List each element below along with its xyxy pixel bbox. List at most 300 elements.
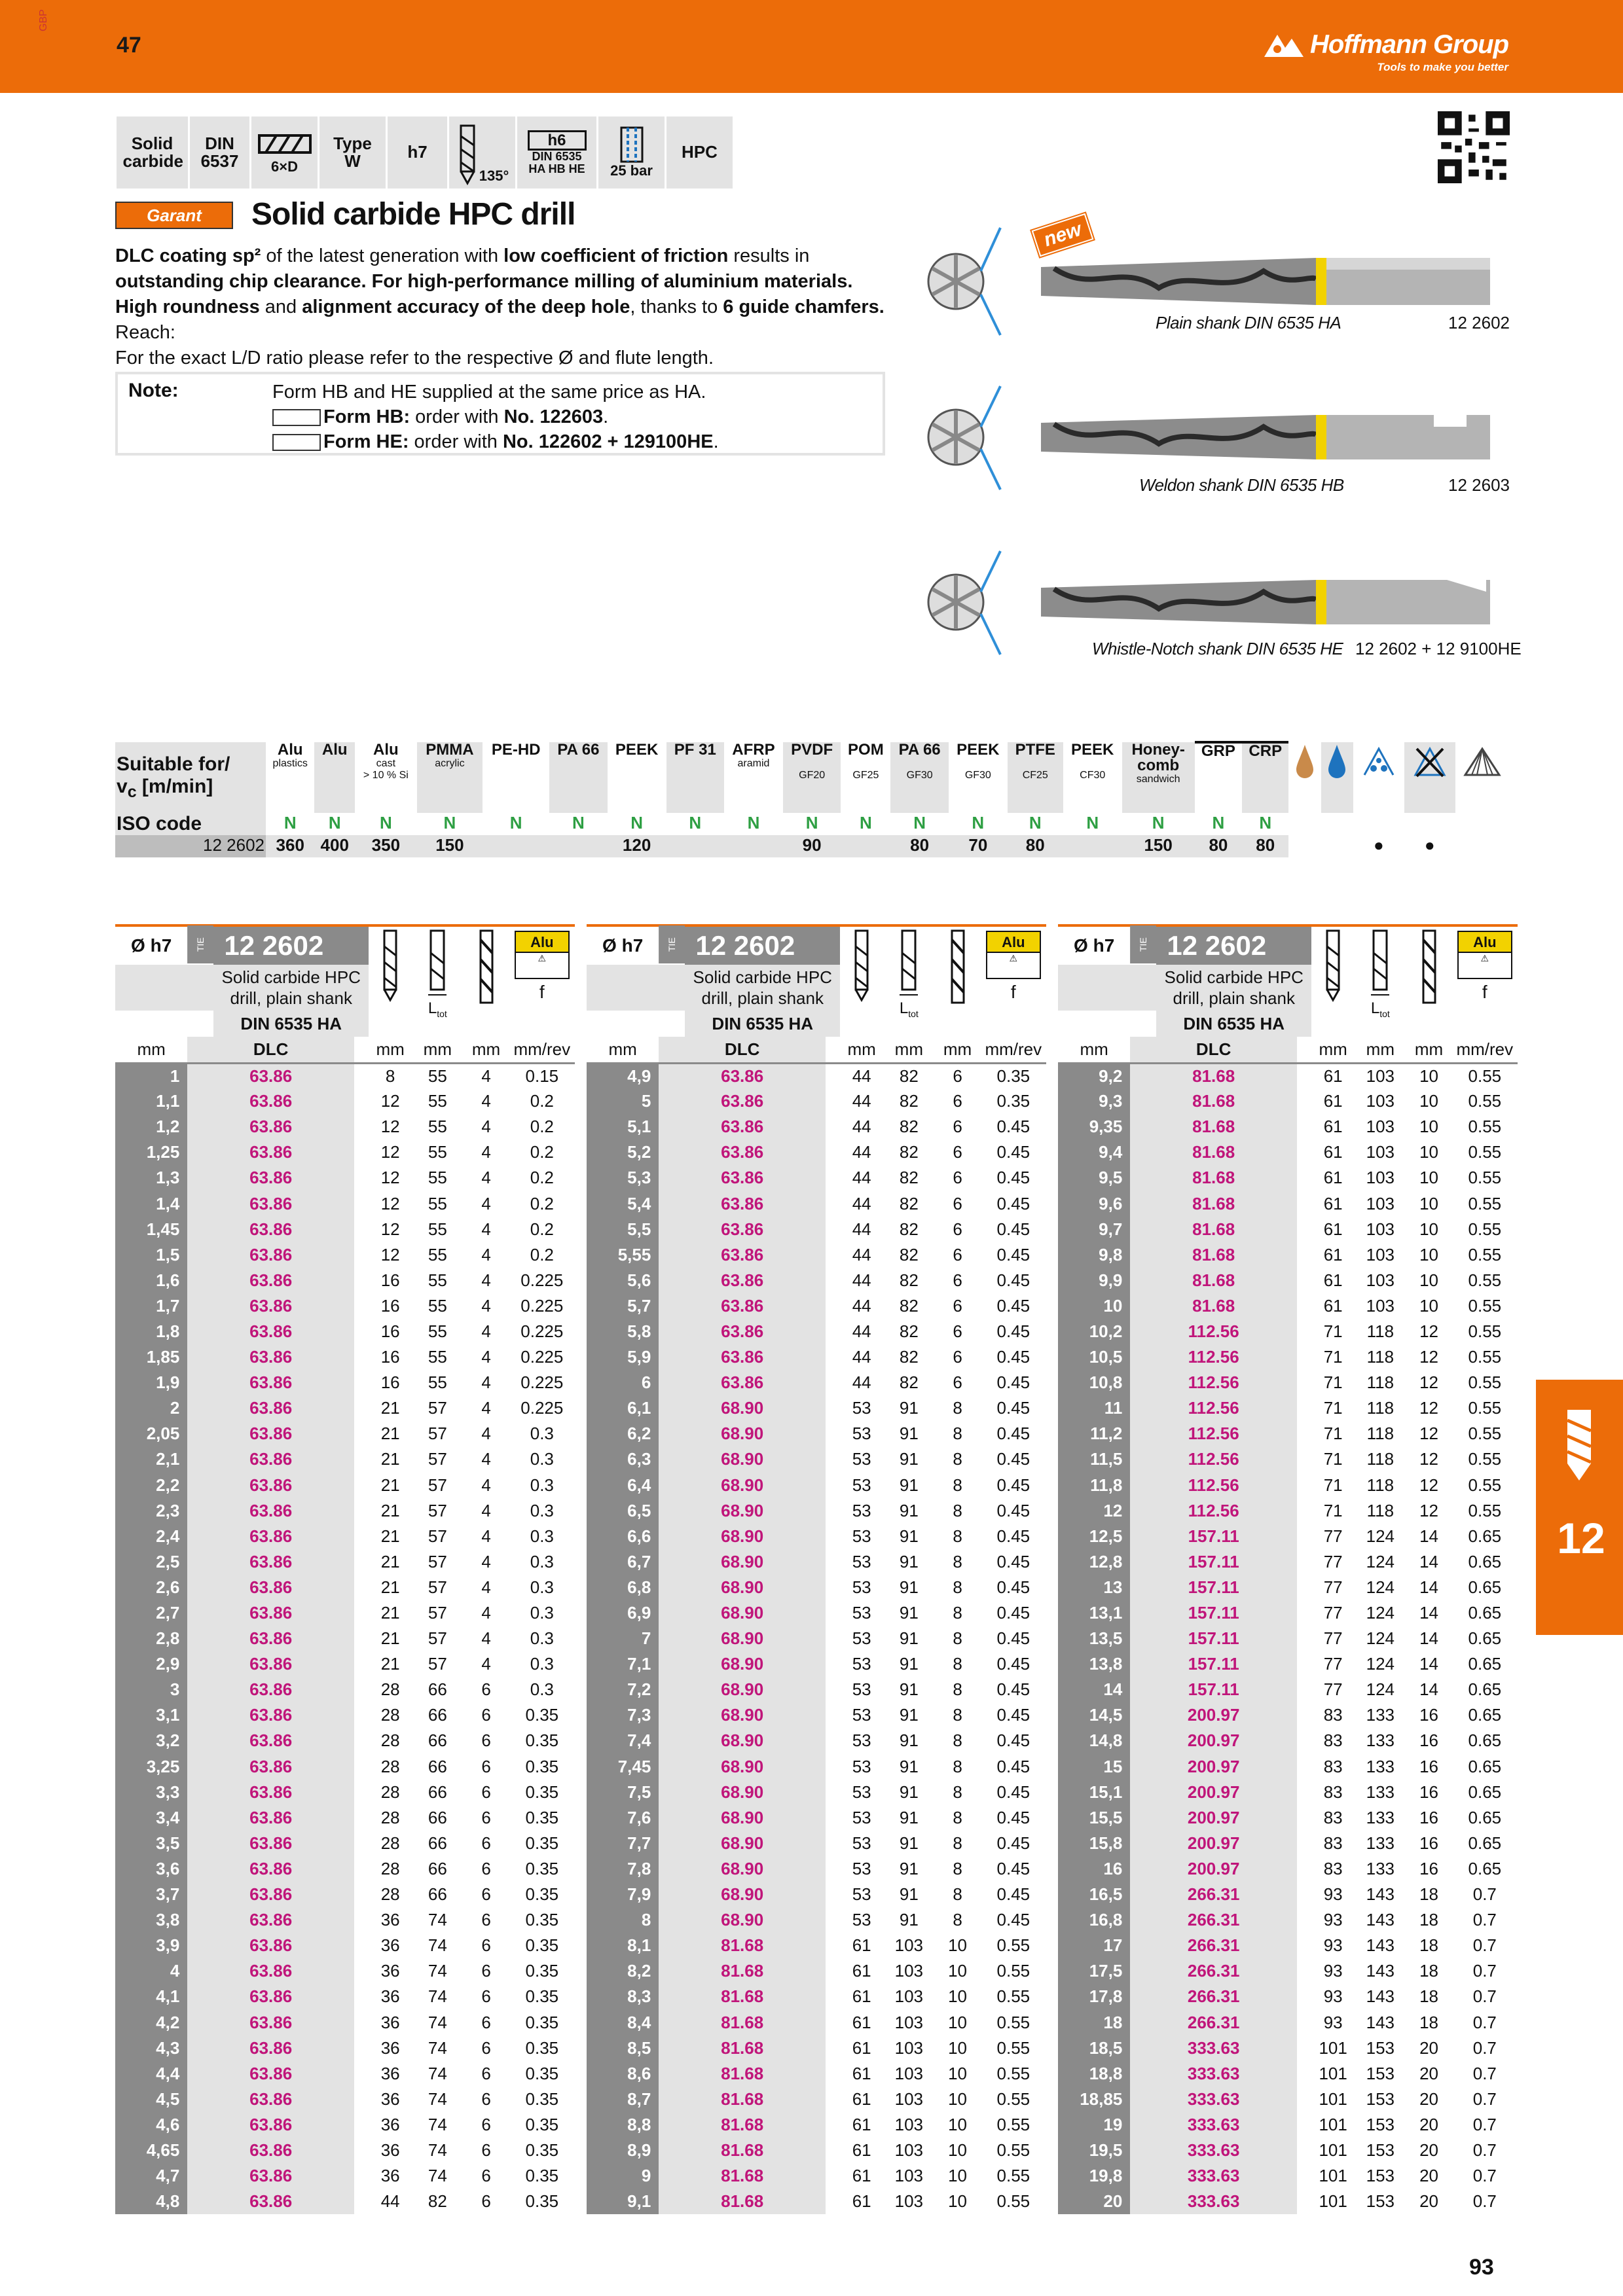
symbol-coolant: 25 bar [598,117,666,188]
table-row[interactable] [115,1319,575,1344]
table-row[interactable] [587,1421,1046,1446]
flute-length-cell: 44 [852,1066,871,1086]
shank-dia-cell: 10 [1419,1270,1438,1290]
table-row[interactable] [1058,1139,1518,1165]
unit-label: mm [840,1037,883,1063]
table-row[interactable] [587,1677,1046,1702]
table-row[interactable] [1058,1882,1518,1907]
table-row[interactable] [587,1984,1046,2009]
vc-value: 350 [355,835,417,857]
table-row[interactable] [1058,1191,1518,1216]
table-row[interactable] [587,1217,1046,1242]
table-row[interactable] [1058,2009,1518,2035]
table-row[interactable] [1058,1958,1518,1984]
shank-dia-cell: 10 [948,2012,967,2032]
table-row[interactable] [115,1114,575,1139]
vc-value: 150 [1122,835,1195,857]
table-row[interactable] [115,1856,575,1882]
table-row[interactable] [587,1780,1046,1805]
table-row[interactable] [587,1344,1046,1370]
table-row[interactable] [587,2189,1046,2214]
diameter-cell: 4,5 [115,2087,187,2112]
price-cell: 157.11 [1130,1651,1297,1677]
flute-length-cell: 28 [380,1705,400,1725]
flute-length-cell: 44 [852,1372,871,1393]
price-cell: 266.31 [1130,1984,1297,2009]
diameter-cell: 10,5 [1058,1344,1130,1370]
total-length-cell: 143 [1366,1884,1395,1905]
diameter-cell: 3,9 [115,1933,187,1958]
table-row[interactable] [1058,1626,1518,1651]
vc-value [666,835,724,857]
shank-dia-cell: 10 [1419,1219,1438,1239]
diameter-cell: 5,2 [587,1139,659,1165]
diameter-cell: 14,5 [1058,1702,1130,1728]
suitability-label: Suitable for/ $v_c$ [m/min] [115,742,266,813]
feed-cell: 0.7 [1472,2089,1497,2109]
table-row[interactable] [587,1191,1046,1216]
table-row[interactable] [115,1651,575,1677]
qr-code-icon[interactable] [1438,111,1510,183]
table-row[interactable] [115,1139,575,1165]
table-row[interactable] [1058,1165,1518,1191]
table-row[interactable] [1058,2189,1518,2214]
table-row[interactable] [115,2189,575,2214]
table-row[interactable] [1058,1293,1518,1319]
shank-dia-cell: 14 [1419,1577,1438,1597]
feed-cell: 0.2 [530,1117,554,1137]
iso-code: N [549,813,607,835]
flute-length-cell: 21 [380,1500,400,1520]
table-row[interactable] [115,1984,575,2009]
feed-cell: 0.45 [996,1526,1030,1546]
table-row[interactable] [115,1728,575,1753]
price-cell: 63.86 [187,1473,354,1498]
table-row[interactable] [1058,1421,1518,1446]
diameter-cell: 9 [587,2163,659,2189]
price-cell: 200.97 [1130,1831,1297,1856]
table-row[interactable] [1058,1754,1518,1780]
table-row[interactable] [1058,1933,1518,1958]
total-length-cell: 133 [1366,1731,1395,1751]
price-cell: 81.68 [1130,1088,1297,1114]
feed-cell: 0.55 [996,2114,1030,2134]
table-row[interactable] [1058,1114,1518,1139]
total-length-cell: 82 [899,1244,919,1265]
table-row[interactable] [587,1728,1046,1753]
table-row[interactable] [115,1882,575,1907]
table-row[interactable] [115,1242,575,1268]
total-length-cell: 91 [899,1833,919,1853]
flute-length-cell: 53 [852,1526,871,1546]
diameter-cell: 8,2 [587,1958,659,1984]
shank-dia-cell: 16 [1419,1858,1438,1878]
table-row[interactable] [1058,1780,1518,1805]
table-row[interactable] [587,2138,1046,2163]
shank-dia-cell: 6 [481,1833,491,1853]
table-row[interactable] [115,1165,575,1191]
hoffmann-logo-icon [1263,32,1305,58]
table-row[interactable] [1058,1907,1518,1933]
total-length-cell: 103 [1366,1066,1395,1086]
table-row[interactable] [115,1421,575,1446]
price-cell: 68.90 [659,1549,826,1575]
feed-cell: 0.35 [525,1935,559,1956]
diameter-cell: 4,4 [115,2061,187,2087]
diameter-cell: 8,5 [587,2036,659,2061]
table-row[interactable] [587,1933,1046,1958]
flute-length-cell: 36 [380,1910,400,1930]
total-length-cell: 118 [1366,1398,1395,1418]
iso-row [115,813,1510,835]
shank-dia-icon [463,925,509,1037]
table-row[interactable] [115,1677,575,1702]
table-row[interactable] [1058,1702,1518,1728]
table-row[interactable] [115,2087,575,2112]
total-length-cell: 91 [899,1603,919,1623]
flute-length-cell: 12 [380,1142,400,1162]
table-row[interactable] [587,1446,1046,1472]
table-row[interactable] [115,1370,575,1395]
table-row[interactable] [115,1498,575,1524]
price-cell: 200.97 [1130,1805,1297,1831]
diameter-cell: 1,9 [115,1370,187,1395]
shank-dia-cell: 20 [1419,2037,1438,2058]
shank-dia-cell: 12 [1419,1424,1438,1444]
table-row[interactable] [115,1907,575,1933]
table-row[interactable] [1058,1473,1518,1498]
table-row[interactable] [1058,2112,1518,2138]
table-row[interactable] [587,1319,1046,1344]
feed-cell: 0.65 [1468,1603,1502,1623]
drill-length-icon [840,925,883,1037]
feed-cell: 0.45 [996,1270,1030,1290]
table-row[interactable] [587,1139,1046,1165]
total-length-cell: 55 [428,1142,447,1162]
diameter-cell: 10,8 [1058,1370,1130,1395]
material-col: PEEK GF30 [957,741,1000,781]
table-row[interactable] [1058,1217,1518,1242]
table-row[interactable] [587,1473,1046,1498]
table-row[interactable] [1058,2061,1518,2087]
feed-cell: 0.7 [1472,2037,1497,2058]
table-row[interactable] [115,1268,575,1293]
price-cell: 63.86 [187,2009,354,2035]
diameter-cell: 9,9 [1058,1268,1130,1293]
table-row[interactable] [587,2009,1046,2035]
table-row[interactable] [587,1293,1046,1319]
table-row[interactable] [115,1933,575,1958]
material-col: CRP [1242,742,1288,813]
table-row[interactable] [587,1524,1046,1549]
table-row[interactable] [1058,1395,1518,1421]
price-cell: 81.68 [659,2036,826,2061]
table-row[interactable] [115,1524,575,1549]
price-cell: 63.86 [187,1088,354,1114]
table-row[interactable] [1058,1524,1518,1549]
feed-cell: 0.55 [996,2089,1030,2109]
table-row[interactable] [115,1473,575,1498]
feed-cell: 0.45 [996,1603,1030,1623]
table-row[interactable] [1058,1370,1518,1395]
feed-cell: 0.35 [525,1705,559,1725]
feed-cell: 0.3 [530,1628,554,1649]
total-length-cell: 82 [899,1066,919,1086]
table-row[interactable] [1058,2163,1518,2189]
table-row[interactable] [115,1217,575,1242]
table-row[interactable] [1058,1831,1518,1856]
material-col: PA 66 GF30 [890,742,948,813]
table-row[interactable] [587,1242,1046,1268]
flute-length-cell: 16 [380,1295,400,1316]
price-cell: 63.86 [187,1626,354,1651]
table-row[interactable] [115,1702,575,1728]
flute-length-cell: 93 [1323,1986,1343,2007]
feed-cell: 0.55 [996,2166,1030,2186]
price-cell: 63.86 [659,1242,826,1268]
table-row[interactable] [1058,2138,1518,2163]
table-row[interactable] [115,1626,575,1651]
table-row[interactable] [115,1344,575,1370]
table-row[interactable] [587,2163,1046,2189]
table-row[interactable] [115,2036,575,2061]
table-row[interactable] [115,1063,575,1088]
table-row[interactable] [1058,1344,1518,1370]
diameter-cell: 3,25 [115,1754,187,1780]
feed-cell: 0.45 [996,1807,1030,1827]
table-row[interactable] [115,1600,575,1626]
table-row[interactable] [1058,2087,1518,2112]
table-row[interactable] [1058,1651,1518,1677]
table-row[interactable] [587,1575,1046,1600]
table-row[interactable] [1058,1984,1518,2009]
unit-label: mm/rev [981,1037,1046,1063]
table-row[interactable] [115,1805,575,1831]
article-code: 12 2602 [1156,925,1311,965]
table-row[interactable] [1058,1446,1518,1472]
product-title: Solid carbide HPC drill [251,197,575,232]
feed-cell: 0.45 [996,1295,1030,1316]
table-row[interactable] [115,1575,575,1600]
diameter-cell: 3,1 [115,1702,187,1728]
table-row[interactable] [587,2087,1046,2112]
feed-cell: 0.7 [1472,1935,1497,1956]
price-cell: 63.86 [187,1165,354,1191]
feed-cell: 0.35 [996,1091,1030,1111]
iso-code: N [417,813,483,835]
table-row[interactable] [115,2112,575,2138]
iso-code: N [949,813,1008,835]
shank-dia-cell: 6 [953,1321,962,1341]
vc-value [483,835,549,857]
table-row[interactable] [587,1395,1046,1421]
shank-dia-cell: 8 [953,1551,962,1571]
shank-dia-cell: 8 [953,1577,962,1597]
table-row[interactable] [587,1831,1046,1856]
table-row[interactable] [1058,1088,1518,1114]
table-row[interactable] [115,1780,575,1805]
table-row[interactable] [115,2138,575,2163]
table-row[interactable] [1058,1805,1518,1831]
table-row[interactable] [115,1293,575,1319]
total-length-cell: 91 [899,1654,919,1674]
shank-dia-cell: 6 [481,1756,491,1776]
table-row[interactable] [115,1754,575,1780]
material-col: PEEK [615,741,659,759]
table-row[interactable] [587,1600,1046,1626]
table-row[interactable] [587,1702,1046,1728]
price-cell: 266.31 [1130,1882,1297,1907]
table-row[interactable] [1058,1268,1518,1293]
price-cell: 63.86 [187,1780,354,1805]
table-row[interactable] [587,1805,1046,1831]
table-row[interactable] [115,1191,575,1216]
shank-dia-cell: 6 [481,1807,491,1827]
table-row[interactable] [1058,1242,1518,1268]
feed-cell: 0.55 [996,1935,1030,1956]
price-cell: 63.86 [187,1984,354,2009]
price-cell: 68.90 [659,1651,826,1677]
table-row[interactable] [587,1268,1046,1293]
feed-cell: 0.225 [520,1270,564,1290]
table-row[interactable] [1058,1063,1518,1088]
flute-length-cell: 44 [852,1270,871,1290]
feed-cell: 0.45 [996,1321,1030,1341]
table-row[interactable] [1058,1856,1518,1882]
total-length-cell: 55 [428,1270,447,1290]
table-row[interactable] [115,1446,575,1472]
feed-cell: 0.45 [996,1705,1030,1725]
flute-length-cell: 71 [1323,1347,1343,1367]
price-cell: 81.68 [659,1933,826,1958]
flute-length-cell: 53 [852,1628,871,1649]
table-row[interactable] [1058,2036,1518,2061]
feed-cell: 0.2 [530,1219,554,1239]
shank-dia-cell: 6 [481,2012,491,2032]
table-row[interactable] [587,1958,1046,1984]
price-cell: 81.68 [1130,1293,1297,1319]
diameter-cell: 3,7 [115,1882,187,1907]
feed-cell: 0.45 [996,1347,1030,1367]
material-col: PA 66 [549,742,607,813]
shank-dia-cell: 18 [1419,1884,1438,1905]
material-col: PVDF GF20 [783,742,841,813]
table-row[interactable] [587,1882,1046,1907]
table-row[interactable] [115,1395,575,1421]
table-row[interactable] [1058,1600,1518,1626]
shank-dia-cell: 18 [1419,2012,1438,2032]
table-row[interactable] [1058,1677,1518,1702]
table-row[interactable] [115,1549,575,1575]
price-cell: 63.86 [187,2036,354,2061]
price-cell: 157.11 [1130,1626,1297,1651]
symbol-din: DIN 6537 [190,117,251,188]
flute-length-cell: 21 [380,1577,400,1597]
table-row[interactable] [115,2163,575,2189]
table-row[interactable] [587,1088,1046,1114]
price-cell: 68.90 [659,1805,826,1831]
total-length-cell: 103 [894,2012,924,2032]
table-row[interactable] [587,2061,1046,2087]
table-row[interactable] [587,1754,1046,1780]
coolant-col [1321,742,1353,813]
diameter-cell: 5,4 [587,1191,659,1216]
feed-cell: 0.65 [1468,1756,1502,1776]
table-row[interactable] [587,1856,1046,1882]
table-row[interactable] [587,2112,1046,2138]
table-row[interactable] [1058,1575,1518,1600]
flute-length-cell: 83 [1323,1858,1343,1878]
table-row[interactable] [587,1907,1046,1933]
table-row[interactable] [1058,1498,1518,1524]
flute-length-cell: 12 [380,1117,400,1137]
feed-cell: 0.45 [996,1910,1030,1930]
vc-value: 150 [417,835,483,857]
din-label: DIN 6535 HA [685,1011,840,1037]
table-row[interactable] [1058,1319,1518,1344]
flute-length-cell: 53 [852,1705,871,1725]
table-row[interactable] [115,1088,575,1114]
table-row[interactable] [587,1651,1046,1677]
shank-dia-cell: 16 [1419,1807,1438,1827]
table-row[interactable] [587,1626,1046,1651]
dry-crossed-icon [1412,742,1448,779]
table-row[interactable] [587,2036,1046,2061]
table-row[interactable] [587,1165,1046,1191]
table-row[interactable] [1058,1728,1518,1753]
diameter-cell: 5,7 [587,1293,659,1319]
diameter-cell: 2,6 [115,1575,187,1600]
feed-cell: 0.35 [525,2063,559,2083]
table-row[interactable] [587,1114,1046,1139]
flute-length-cell: 83 [1323,1782,1343,1802]
new-badge: new [1032,213,1094,257]
table-row[interactable] [587,1370,1046,1395]
table-row[interactable] [587,1063,1046,1088]
feed-cell: 0.3 [530,1679,554,1700]
diameter-cell: 7 [587,1626,659,1651]
shank-dia-cell: 8 [953,1603,962,1623]
shank-dia-cell: 6 [481,2063,491,2083]
shank-dia-cell: 4 [481,1066,491,1086]
table-row[interactable] [115,1831,575,1856]
shank-dia-cell: 10 [948,1935,967,1956]
table-row[interactable] [1058,1549,1518,1575]
table-row[interactable] [115,1958,575,1984]
diameter-cell: 3,8 [115,1907,187,1933]
diameter-cell: 18,85 [1058,2087,1130,2112]
shank-dia-cell: 6 [481,1679,491,1700]
vc-value: 400 [314,835,355,857]
table-row[interactable] [587,1498,1046,1524]
shank-dia-cell: 14 [1419,1654,1438,1674]
table-row[interactable] [115,2061,575,2087]
feed-cell: 0.35 [525,2191,559,2212]
coolant-col [1288,742,1321,813]
feed-cell: 0.2 [530,1142,554,1162]
feed-cell: 0.55 [1468,1091,1502,1111]
iso-code: N [608,813,666,835]
total-length-cell: 103 [894,2037,924,2058]
flute-length-cell: 61 [852,2037,871,2058]
feed-cell: 0.7 [1472,1910,1497,1930]
diameter-cell: 3,6 [115,1856,187,1882]
table-row[interactable] [115,2009,575,2035]
diameter-cell: 9,3 [1058,1088,1130,1114]
table-row[interactable] [587,1549,1046,1575]
flute-length-cell: 61 [1323,1168,1343,1188]
total-length-cell: 55 [428,1244,447,1265]
